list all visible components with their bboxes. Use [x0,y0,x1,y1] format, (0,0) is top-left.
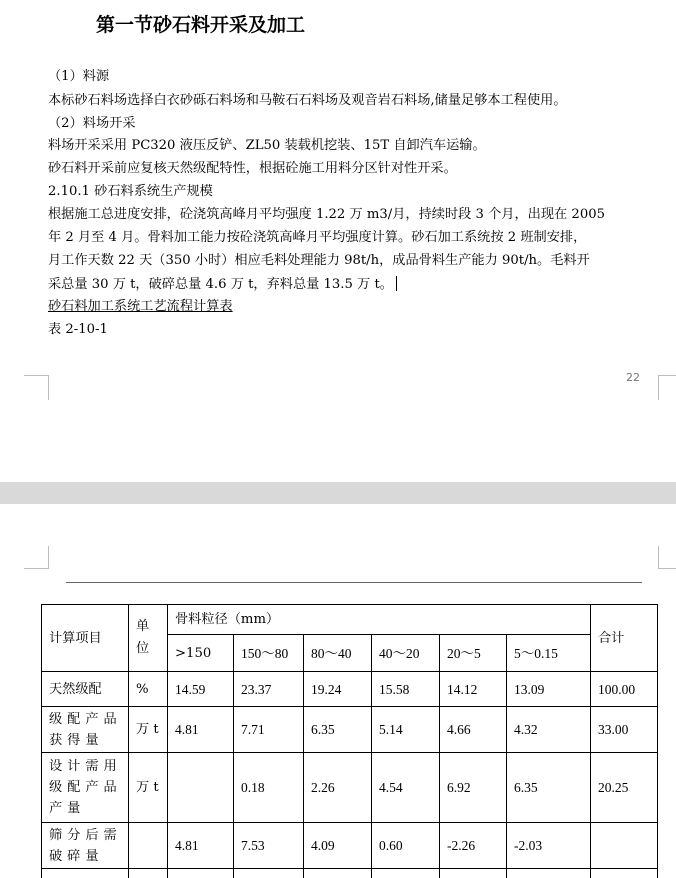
size-col-2: 150～80 [234,635,304,672]
cell: -2.03 [507,823,591,869]
page-number: 22 [626,371,640,384]
crop-mark-top-right [658,546,676,569]
cell: 5.14 [372,707,440,753]
cell: 4.09 [304,823,372,869]
cell: 23.37 [234,672,304,707]
row-label: 设计需用级配产品产量 [42,753,129,823]
cell: 7.53 [234,823,304,869]
cell: 6.92 [440,753,507,823]
section-2-heading: （2）料场开采 [48,116,136,131]
crop-mark-bottom-left [24,375,49,400]
header-grain-size: 骨料粒径（mm） [168,605,591,635]
section-3-line-1: 根据施工总进度安排，砼浇筑高峰月平均强度 1.22 万 m3/月，持续时段 3 个月，出现在 2005 [48,207,605,222]
cell: 2.26 [304,753,372,823]
size-col-1: >150 [168,635,234,672]
header-unit: 单位 [129,605,168,672]
table-row [42,753,658,823]
header-item: 计算项目 [42,605,129,672]
page-gap [0,482,676,504]
table-row [42,869,658,878]
row-total: 33.00 [591,707,658,753]
cell [168,753,234,823]
table-row [42,707,658,753]
cell: 0.60 [372,823,440,869]
cell: 14.59 [168,672,234,707]
section-1-heading: （1）料源 [48,69,110,84]
cell: 4.54 [372,753,440,823]
row-total [591,823,658,869]
cell: 4.32 [507,707,591,753]
cell: 4.66 [440,707,507,753]
cell: -2.26 [440,823,507,869]
cell: 6.35 [507,753,591,823]
cell: 19.24 [304,672,372,707]
cell: 0.18 [234,753,304,823]
header-total: 合计 [591,605,658,672]
size-col-6: 5～0.15 [507,635,591,672]
header-rule [66,582,642,583]
process-calc-table [41,604,658,878]
row-unit: 万 t [129,707,168,753]
size-col-3: 80～40 [304,635,372,672]
row-unit [129,823,168,869]
section-3-line-4[interactable] [48,276,397,293]
row-label: 筛分后需破碎量 [42,823,129,869]
section-title: 第一节砂石料开采及加工 [96,14,306,36]
section-3-line-4-text: 采总量 30 万 t，破碎总量 4.6 万 t，弃料总量 13.5 万 t。 [48,277,393,292]
section-3-line-2: 年 2 月至 4 月。骨料加工能力按砼浇筑高峰月平均强度计算。砂石加工系统按 2 班制安排， [48,230,587,245]
section-3-heading: 2.10.1 砂石料系统生产规模 [48,184,213,199]
size-col-4: 40～20 [372,635,440,672]
crop-mark-bottom-right [658,375,676,400]
cell: 7.71 [234,707,304,753]
cell: 4.81 [168,707,234,753]
row-label: 级配产品获得量 [42,707,129,753]
cell: 4.81 [168,823,234,869]
row-unit: 万 t [129,753,168,823]
section-1-text: 本标砂石料场选择白衣砂砾石料场和马鞍石石料场及观音岩石料场,储量足够本工程使用。 [48,93,567,108]
row-total: 20.25 [591,753,658,823]
cell: 13.09 [507,672,591,707]
row-unit: % [129,672,168,707]
size-col-5: 20～5 [440,635,507,672]
crop-mark-top-left [24,546,49,569]
cell: 14.12 [440,672,507,707]
table-row [42,823,658,869]
cell: 6.35 [304,707,372,753]
table-row [42,672,658,707]
table-number: 表 2-10-1 [48,322,108,337]
table-caption: 砂石料加工系统工艺流程计算表 [48,299,233,314]
row-total: 100.00 [591,672,658,707]
cell: 15.58 [372,672,440,707]
section-3-line-3: 月工作天数 22 天（350 小时）相应毛料处理能力 98t/h，成品骨料生产能力 90t/h。毛料开 [48,253,590,268]
row-label: 天然级配 [42,672,129,707]
page-2 [0,504,676,878]
text-cursor [396,276,398,291]
section-2-text-1: 料场开采采用 PC320 液压反铲、ZL50 装载机挖装、15T 自卸汽车运输。 [48,138,486,153]
section-2-text-2: 砂石料开采前应复核天然级配特性，根据砼施工用料分区针对性开采。 [48,161,457,176]
